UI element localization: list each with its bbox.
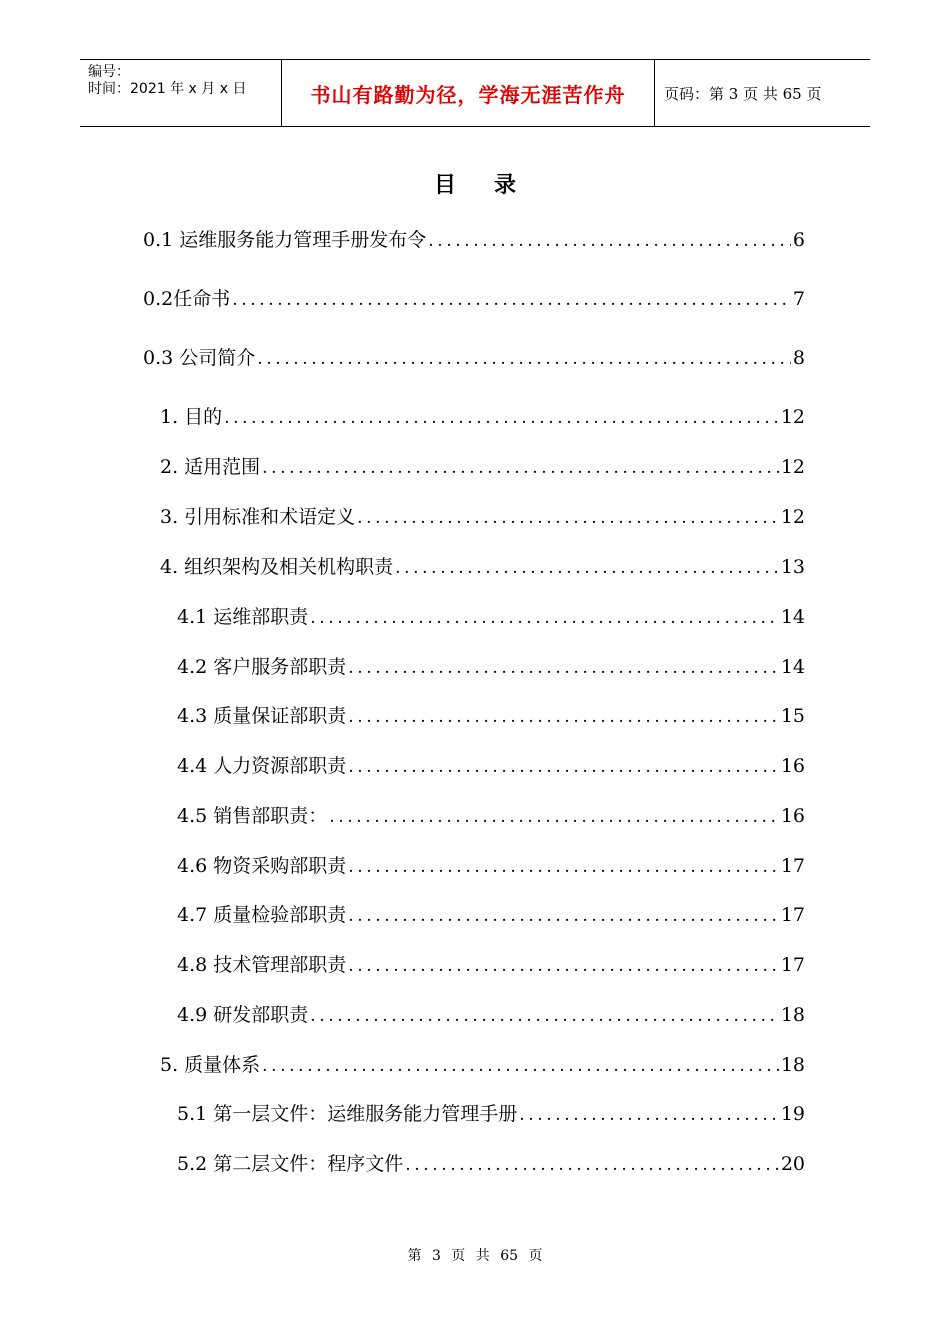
- toc-leader-dots: [348, 654, 779, 682]
- toc-leader-dots: [329, 803, 779, 831]
- toc-entry-label: 4.5 销售部职责：: [177, 805, 328, 827]
- toc-leader-dots: [348, 853, 779, 881]
- toc-leader-dots: [262, 454, 779, 482]
- toc-entry-label: 0.2任命书: [143, 288, 231, 310]
- toc-entry-page: 18: [780, 1004, 805, 1026]
- toc-entry-page: 19: [780, 1103, 805, 1125]
- toc-entry-label: 0.1 运维服务能力管理手册发布令: [143, 229, 427, 251]
- toc-leader-dots: [310, 604, 779, 632]
- toc-entry[interactable]: [177, 802, 805, 830]
- toc-entry-label: 2. 适用范围: [160, 456, 261, 478]
- toc-entry[interactable]: [160, 503, 805, 531]
- toc-entry[interactable]: [160, 453, 805, 481]
- toc-entry-page: 16: [780, 755, 805, 777]
- toc-entry[interactable]: [177, 951, 805, 979]
- toc-entry-page: 14: [780, 606, 805, 628]
- toc-entry-label: 4.6 物资采购部职责: [177, 855, 347, 877]
- toc-entry-page: 6: [792, 229, 805, 251]
- toc-entry-label: 4.7 质量检验部职责: [177, 904, 347, 926]
- toc-entry-page: 17: [780, 904, 805, 926]
- toc-leader-dots: [257, 345, 791, 373]
- toc-entry-page: 16: [780, 805, 805, 827]
- toc-entry-label: 4.2 客户服务部职责: [177, 656, 347, 678]
- toc-entry-label: 5.1 第一层文件：运维服务能力管理手册: [177, 1103, 518, 1125]
- toc-leader-dots: [310, 1002, 779, 1030]
- toc-entry[interactable]: [143, 344, 805, 372]
- document-number-label: 编号：: [88, 64, 130, 80]
- toc-entry[interactable]: [177, 1100, 805, 1128]
- toc-entry-label: 4.1 运维部职责: [177, 606, 309, 628]
- toc-leader-dots: [405, 1151, 779, 1179]
- toc-entry-label: 4. 组织架构及相关机构职责: [160, 556, 394, 578]
- toc-entry-label: 1. 目的: [160, 406, 223, 428]
- toc-leader-dots: [348, 952, 779, 980]
- toc-entry-label: 4.9 研发部职责: [177, 1004, 309, 1026]
- toc-leader-dots: [348, 902, 779, 930]
- toc-entry[interactable]: [160, 1051, 805, 1079]
- toc-entry[interactable]: [160, 403, 805, 431]
- toc-entry[interactable]: [177, 1150, 805, 1178]
- toc-entry-page: 12: [780, 406, 805, 428]
- toc-leader-dots: [348, 703, 779, 731]
- toc-entry[interactable]: [177, 1001, 805, 1029]
- toc-leader-dots: [519, 1101, 779, 1129]
- toc-entry-page: 12: [780, 506, 805, 528]
- toc-leader-dots: [262, 1052, 779, 1080]
- toc-entry-page: 13: [780, 556, 805, 578]
- toc-entry-page: 12: [780, 456, 805, 478]
- toc-entry-label: 3. 引用标准和术语定义: [160, 506, 356, 528]
- header-meta: [80, 60, 282, 126]
- toc-entry[interactable]: [143, 285, 805, 313]
- toc-leader-dots: [348, 753, 779, 781]
- toc-entry[interactable]: [177, 901, 805, 929]
- toc-entry-label: 4.4 人力资源部职责: [177, 755, 347, 777]
- toc-entry[interactable]: [177, 653, 805, 681]
- toc-leader-dots: [224, 404, 779, 432]
- page-header: [80, 59, 870, 127]
- toc-entry-label: 4.3 质量保证部职责: [177, 705, 347, 727]
- toc-leader-dots: [395, 554, 779, 582]
- toc-leader-dots: [428, 227, 791, 255]
- toc-entry[interactable]: [177, 702, 805, 730]
- header-motto: 书山有路勤为径，学海无涯苦作舟: [282, 60, 655, 126]
- toc-title: 目录: [433, 173, 554, 198]
- toc-entry[interactable]: [143, 226, 805, 254]
- toc-entry[interactable]: [177, 752, 805, 780]
- toc-entry[interactable]: [160, 553, 805, 581]
- toc-leader-dots: [232, 286, 791, 314]
- toc-entry-page: 18: [780, 1054, 805, 1076]
- toc-entry-label: 5.2 第二层文件：程序文件: [177, 1153, 404, 1175]
- toc-entry-label: 0.3 公司简介: [143, 347, 256, 369]
- document-time-label: 时间：2021 年 x 月 x 日: [88, 81, 247, 97]
- toc-entry-page: 17: [780, 954, 805, 976]
- toc-entry[interactable]: [177, 603, 805, 631]
- toc-entry-page: 7: [792, 288, 805, 310]
- toc-entry-page: 8: [792, 347, 805, 369]
- toc-entry-page: 15: [780, 705, 805, 727]
- toc-entry-label: 4.8 技术管理部职责: [177, 954, 347, 976]
- toc-entry-label: 5. 质量体系: [160, 1054, 261, 1076]
- toc-leader-dots: [357, 504, 779, 532]
- page-footer: 第 3 页 共 65 页: [407, 1248, 543, 1264]
- toc-entry[interactable]: [177, 852, 805, 880]
- toc-entry-page: 17: [780, 855, 805, 877]
- header-page-info: 页码：第 3 页 共 65 页: [664, 84, 822, 103]
- toc-entry-page: 14: [780, 656, 805, 678]
- toc-entry-page: 20: [780, 1153, 805, 1175]
